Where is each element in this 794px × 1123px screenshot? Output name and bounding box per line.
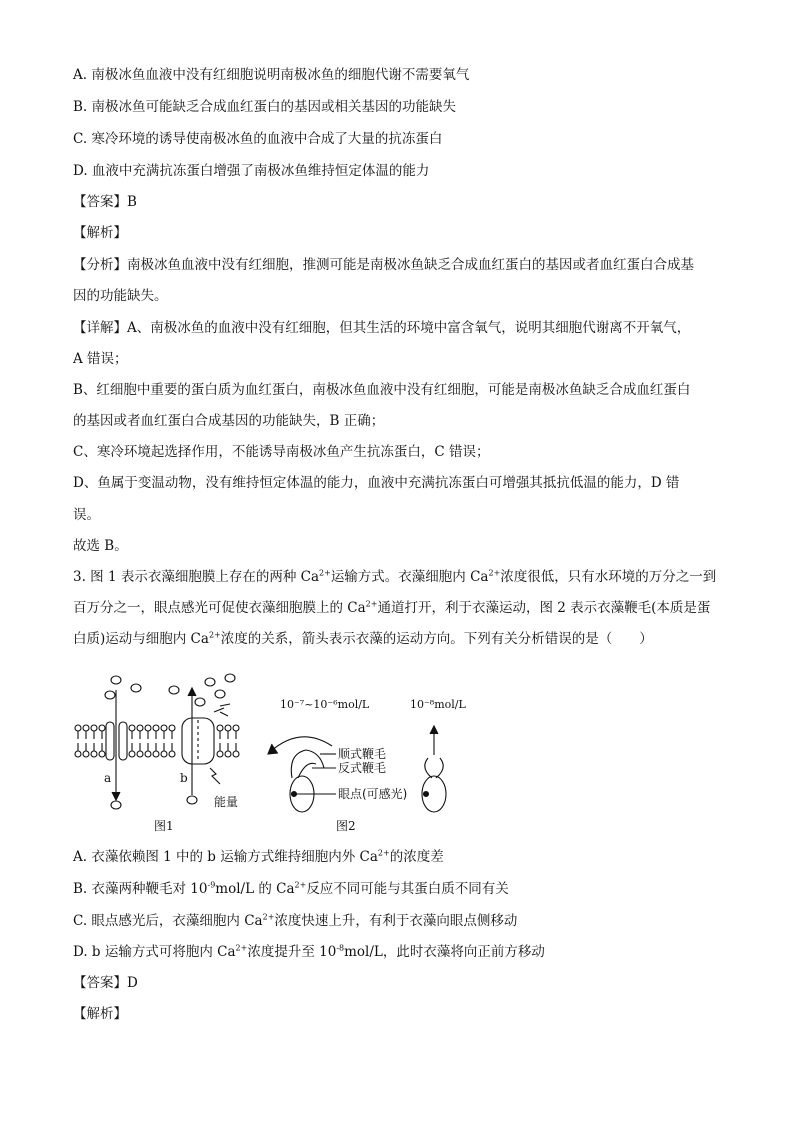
q3-stem-line-3: 白质)运动与细胞内 $Ca^{2+}$浓度的关系，箭头表示衣藻的运动方向。下列有关分析错误的是（ ） xyxy=(73,630,653,647)
label-a: a xyxy=(104,771,112,785)
flagellum-right-1 xyxy=(425,758,432,778)
figure-2-caption: 图2 xyxy=(336,819,356,833)
eyespot-right xyxy=(424,792,429,797)
q2-answer: 【答案】B xyxy=(73,194,137,210)
q2-detail-line-3: B、红细胞中重要的蛋白质为血红蛋白，南极冰鱼血液中没有红细胞，可能是南极冰鱼缺乏合成血红蛋白 xyxy=(73,382,691,398)
q2-detail-line-4: 的基因或者血红蛋白合成基因的功能缺失，B 正确； xyxy=(73,413,385,429)
q3-stem-line-2: 百万分之一，眼点感光可促使衣藻细胞膜上的 $Ca^{2+}$通道打开，利于衣藻运动，图 2 表示衣藻鞭毛(本质是蛋 xyxy=(73,599,711,616)
q2-detail-line-7: 误。 xyxy=(73,507,100,523)
label-eyespot: 眼点(可感光) xyxy=(338,787,408,801)
arrow-a-head xyxy=(112,792,120,800)
channel-protein-a-right xyxy=(119,722,127,760)
label-forward-flagellum: 顺式鞭毛 xyxy=(338,747,387,761)
q3-figure xyxy=(70,660,490,840)
q2-option-b: B. 南极冰鱼可能缺乏合成血红蛋白的基因或相关基因的功能缺失 xyxy=(73,99,457,115)
q2-explain-title: 【解析】 xyxy=(73,225,127,241)
q2-detail-line-2: A 错误； xyxy=(73,351,128,367)
q2-analysis-line-2: 因的功能缺失。 xyxy=(73,288,168,304)
q2-detail-line-5: C、寒冷环境起选择作用，不能诱导南极冰鱼产生抗冻蛋白，C 错误； xyxy=(73,444,490,460)
q2-option-d: D. 血液中充满抗冻蛋白增强了南极冰鱼维持恒定体温的能力 xyxy=(73,163,430,179)
label-energy: 能量 xyxy=(214,795,239,809)
membrane-tails xyxy=(78,731,236,751)
channel-protein-a-left xyxy=(106,722,114,760)
q3-stem-line-1: 3. 图 1 表示衣藻细胞膜上存在的两种 $Ca^{2+}$运输方式。衣藻细胞内 $Ca^{2+}$浓度很低，只有水环境的万分之一到 xyxy=(73,568,717,585)
forward-arrow-head xyxy=(430,726,438,734)
label-reverse-flagellum: 反式鞭毛 xyxy=(338,761,387,775)
q2-option-c: C. 寒冷环境的诱导使南极冰鱼的血液中合成了大量的抗冻蛋白 xyxy=(73,131,443,147)
q2-option-a: A. 南极冰鱼血液中没有红细胞说明南极冰鱼的细胞代谢不需要氧气 xyxy=(73,67,470,83)
energy-arrow-icon xyxy=(210,768,220,784)
reverse-arrow xyxy=(270,737,332,752)
q2-detail-line-1: 【详解】A、南极冰鱼的血液中没有红细胞，但其生活的环境中富含氧气，说明其细胞代谢离不开氧气， xyxy=(73,320,691,336)
q3-option-c: C. 眼点感光后，衣藻细胞内 $Ca^{2+}$浓度快速上升，有利于衣藻向眼点侧移动 xyxy=(73,912,518,929)
q2-conclusion: 故选 B。 xyxy=(73,538,128,554)
q3-option-d: D. b 运输方式可将胞内 $Ca^{2+}$浓度提升至 $10^{-8}mol/L$，此时衣藻将向正前方移动 xyxy=(73,943,545,960)
q3-explain-title: 【解析】 xyxy=(73,1006,127,1022)
q2-detail-line-6: D、鱼属于变温动物，没有维持恒定体温的能力，血液中充满抗冻蛋白可增强其抵抗低温的能力，D 错 xyxy=(73,475,680,491)
q3-answer: 【答案】D xyxy=(73,975,138,991)
reverse-arrow-head xyxy=(268,744,278,754)
label-b: b xyxy=(180,771,188,785)
phosphate-group-icon xyxy=(214,704,230,716)
arrow-b-head xyxy=(188,688,196,696)
q2-analysis-line-1: 【分析】南极冰鱼血液中没有红细胞，推测可能是南极冰鱼缺乏合成血红蛋白的基因或者血红蛋白合成基 xyxy=(73,257,694,273)
conc-left: 10⁻⁷~10⁻⁶mol/L xyxy=(280,698,370,711)
q3-option-a: A. 衣藻依赖图 1 中的 b 运输方式维持细胞内外 $Ca^{2+}$的浓度差 xyxy=(73,848,444,865)
flagellum-right-2 xyxy=(436,758,443,778)
figure-1-caption: 图1 xyxy=(154,819,174,833)
conc-right: 10⁻⁸mol/L xyxy=(410,698,466,711)
figure-1-membrane-diagram xyxy=(75,674,239,809)
ions-inside xyxy=(111,796,197,809)
eyespot-left xyxy=(292,792,297,797)
ions-outside xyxy=(105,674,235,706)
q3-option-b: B. 衣藻两种鞭毛对 $10^{-9}mol/L$ 的 $Ca^{2+}$反应不同可能与其蛋白质不同有关 xyxy=(73,880,509,897)
forward-flagellum xyxy=(291,750,324,778)
